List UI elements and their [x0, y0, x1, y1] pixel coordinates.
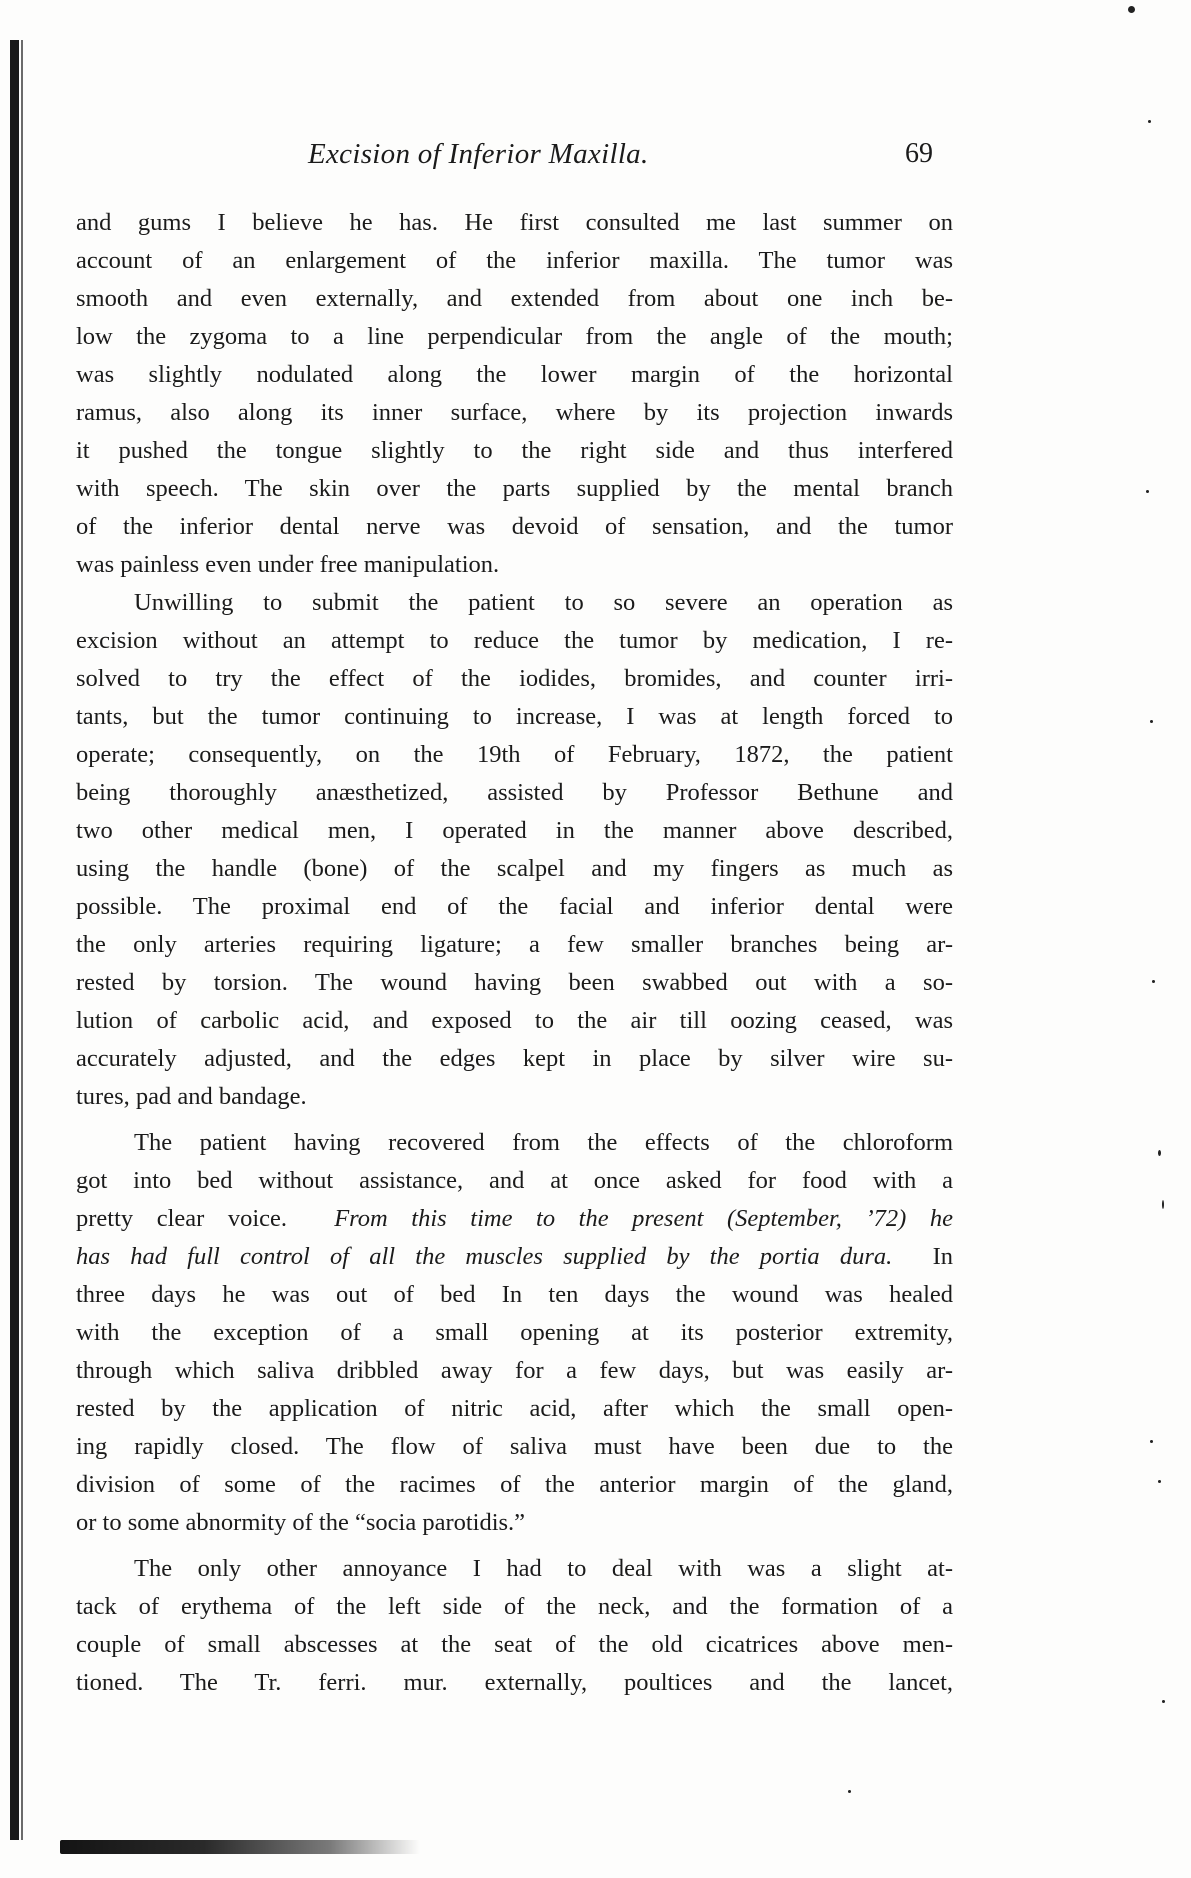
text-line: account of an enlargement of the inferior maxilla. The tumor was	[76, 247, 953, 274]
text-line: got into bed without assistance, and at once asked for food with a	[76, 1167, 953, 1194]
running-header	[0, 138, 1191, 178]
text-line: The patient having recovered from the effects of the chloroform	[134, 1129, 953, 1156]
text-line: with the exception of a small opening at its posterior extremity,	[76, 1319, 953, 1346]
text-line: or to some abnormity of the “socia parotidis.”	[76, 1509, 526, 1536]
text-line: of the inferior dental nerve was devoid of sensation, and the tumor	[76, 513, 953, 540]
paragraph-3	[76, 1124, 953, 1542]
text-line: with speech. The skin over the parts supplied by the mental branch	[76, 475, 953, 502]
text-line: rested by torsion. The wound having been swabbed out with a so-	[76, 969, 953, 996]
text-line-mixed	[76, 1200, 953, 1238]
text-line: ing rapidly closed. The flow of saliva must have been due to the	[76, 1433, 953, 1460]
text-line: accurately adjusted, and the edges kept in place by silver wire su-	[76, 1045, 953, 1072]
text-run: In	[932, 1243, 954, 1270]
text-line: excision without an attempt to reduce the tumor by medication, I re-	[76, 627, 953, 654]
scan-speck	[1158, 1480, 1161, 1483]
italic-run: From this time to the present (September, ’72) he	[334, 1205, 953, 1232]
text-line: three days he was out of bed In ten days the wound was healed	[76, 1281, 953, 1308]
text-run: pretty clear voice.	[76, 1205, 288, 1232]
paragraph-1	[76, 204, 953, 584]
text-line: and gums I believe he has. He first consulted me last summer on	[76, 209, 953, 236]
scan-speck	[848, 1790, 851, 1793]
scan-speck	[1128, 6, 1135, 13]
scan-speck	[1148, 120, 1151, 123]
text-line: two other medical men, I operated in the manner above described,	[76, 817, 953, 844]
text-line: through which saliva dribbled away for a few days, but was easily ar-	[76, 1357, 953, 1384]
text-line: tioned. The Tr. ferri. mur. externally, poultices and the lancet,	[76, 1669, 953, 1696]
text-line-mixed	[76, 1238, 953, 1276]
scan-speck	[1150, 720, 1153, 723]
text-line: tack of erythema of the left side of the neck, and the formation of a	[76, 1593, 953, 1620]
scan-speck	[1146, 490, 1149, 493]
text-line: operate; consequently, on the 19th of February, 1872, the patient	[76, 741, 953, 768]
scan-speck	[1162, 1700, 1165, 1703]
text-line: division of some of the racimes of the anterior margin of the gland,	[76, 1471, 953, 1498]
text-line: ramus, also along its inner surface, where by its projection inwards	[76, 399, 953, 426]
scan-speck	[1158, 1150, 1161, 1156]
text-line: Unwilling to submit the patient to so severe an operation as	[134, 589, 953, 616]
text-line: it pushed the tongue slightly to the right side and thus interfered	[76, 437, 953, 464]
text-line: rested by the application of nitric acid, after which the small open-	[76, 1395, 953, 1422]
text-line: tants, but the tumor continuing to increase, I was at length forced to	[76, 703, 953, 730]
text-line: was slightly nodulated along the lower margin of the horizontal	[76, 361, 953, 388]
text-line: tures, pad and bandage.	[76, 1083, 307, 1110]
text-line: couple of small abscesses at the seat of the old cicatrices above men-	[76, 1631, 953, 1658]
paragraph-4	[76, 1550, 953, 1702]
scan-speck	[1150, 1440, 1153, 1443]
scan-smudge	[60, 1840, 420, 1854]
scan-speck	[1152, 980, 1155, 983]
text-line: being thoroughly anæsthetized, assisted by Professor Bethune and	[76, 779, 953, 806]
text-line: solved to try the effect of the iodides, bromides, and counter irri-	[76, 665, 953, 692]
text-line: smooth and even externally, and extended from about one inch be-	[76, 285, 953, 312]
text-line: lution of carbolic acid, and exposed to the air till oozing ceased, was	[76, 1007, 953, 1034]
text-line: the only arteries requiring ligature; a few smaller branches being ar-	[76, 931, 953, 958]
paragraph-2	[76, 584, 953, 1116]
page-number: 69	[905, 138, 933, 169]
text-line: low the zygoma to a line perpendicular from the angle of the mouth;	[76, 323, 953, 350]
italic-run: has had full control of all the muscles supplied by the portia dura.	[76, 1243, 893, 1270]
running-title: Excision of Inferior Maxilla.	[308, 138, 649, 170]
text-line: possible. The proximal end of the facial and inferior dental were	[76, 893, 953, 920]
text-line: The only other annoyance I had to deal with was a slight at-	[134, 1555, 953, 1582]
body-text	[76, 204, 953, 1702]
text-line: was painless even under free manipulation.	[76, 551, 500, 578]
text-line: using the handle (bone) of the scalpel and my fingers as much as	[76, 855, 953, 882]
binding-edge	[10, 40, 19, 1840]
scan-speck	[1162, 1200, 1164, 1209]
